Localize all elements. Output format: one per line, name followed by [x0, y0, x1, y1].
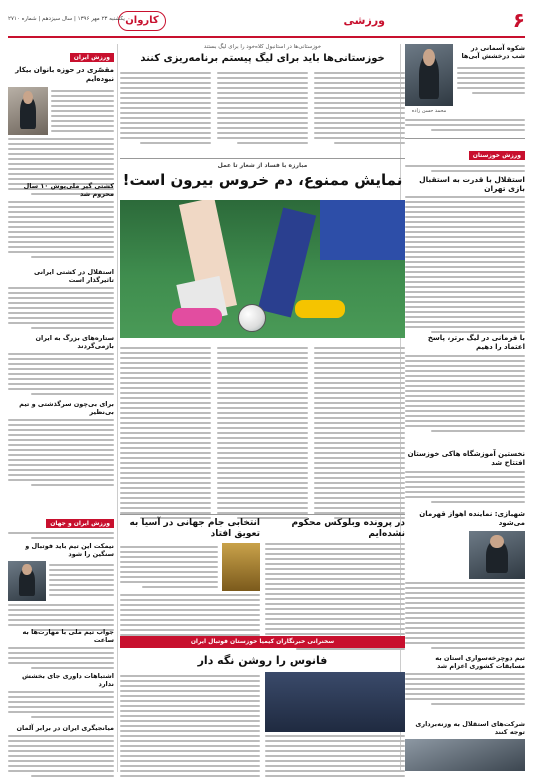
photo-caption: محمد حسن زاده	[411, 108, 447, 114]
main-headline: نمایش ممنوع، دم خروس بیرون است!	[122, 171, 403, 189]
bottom-headline: فانوس را روشن نگه دار	[197, 654, 328, 667]
left-section-tag-2: ورزش ایران و جهان	[46, 519, 114, 528]
right-headline-3: با فرمانی در لیگ برتر، پاسخ اعتماد را دهیم	[427, 334, 525, 351]
left-headline-8: اشتباهات داوری جای بخشش ندارد	[22, 672, 114, 688]
newspaper-logo: کاروان	[118, 11, 166, 31]
main-football-photo	[120, 200, 405, 338]
issue-meta: یکشنبه ۲۳ مهر ۱۳۹۶ | سال سیزدهم | شماره ۲۷۱۰	[8, 16, 125, 22]
left-headline-2: کشتی گیر ملی‌پوش ۱۰ سال محروم شد	[23, 182, 114, 198]
person-photo	[469, 531, 525, 579]
right-headline-6: تیم دوچرخه‌سواری استان به مسابقات کشوری اعزام شد	[435, 654, 525, 670]
left-headline-3: استقلال در کشتی ایرانی تاثیرگذار است	[34, 268, 114, 284]
section-title: ورزشی	[343, 14, 385, 27]
world-cup-trophy-photo	[222, 543, 260, 591]
right-headline-7: شرکت‌های استقلال به وزنه‌برداری توجه کنند	[415, 720, 525, 736]
weightlifting-photo	[405, 739, 525, 771]
left-headline-5: برای بی‌چون سرگذشتی و تیم بی‌نظیر	[19, 400, 114, 416]
left-column	[8, 44, 114, 772]
right-top-headline: شکوه آسمانی در شب درخشش آبی‌ها	[461, 44, 525, 60]
team-photo	[265, 672, 405, 732]
page-number: ۶	[512, 8, 525, 32]
left-headline-1: مقصّری در حوزه بانوان بیکار نبوده‌ایم	[15, 66, 114, 83]
right-top-story	[405, 44, 525, 134]
left-headline-6: نیمکت این تیم باید فوتبال و سنگین را شود	[25, 542, 114, 558]
left-section-tag: ورزش ایران	[70, 53, 114, 62]
right-column	[405, 44, 525, 772]
section-tag: ورزش خوزستان	[469, 151, 525, 160]
main-kicker: مبارزه با فساد از شعار تا عمل	[217, 162, 308, 169]
page-header	[8, 8, 525, 38]
left-headline-9: میانجیگری ایران در برابر آلمان	[16, 724, 114, 732]
right-headline-2: استقلال با قدرت به استقبال بازی تهران	[419, 175, 525, 193]
right-headline-5: شهبازی: نماینده اهواز قهرمان می‌شود	[419, 510, 525, 527]
coach-portrait-photo	[8, 561, 46, 601]
center-kicker: خوزستانی‌ها در استانبول کلاه‌خود را برای لیگ بستند	[203, 44, 322, 50]
section-band: سخنرانی خبرنگاران کیمیا خوزستان فوتبال ایران	[120, 636, 405, 648]
sub-headline-1: در پرونده وبلوکس محکوم نشده‌ایم	[291, 518, 405, 539]
football-icon	[238, 304, 266, 332]
right-headline-4: نخستین آموزشگاه هاکی خوزستان افتتاح شد	[407, 450, 525, 467]
left-headline-4: ستاره‌های بزرگ به ایران بازمی‌گردند	[35, 334, 114, 350]
portrait-photo	[405, 44, 453, 106]
left-headline-7: جواب تیم ملی با مهارت‌ها به ساعت	[22, 628, 114, 644]
center-top-headline: خوزستانی‌ها باید برای لیگ پیستم برنامه‌ریزی کنند	[140, 53, 385, 64]
sub-headline-2: انتخابی جام جهانی در آسیا به تعویق افتاد	[129, 518, 260, 539]
center-column	[120, 44, 405, 772]
woman-portrait-photo	[8, 87, 48, 135]
